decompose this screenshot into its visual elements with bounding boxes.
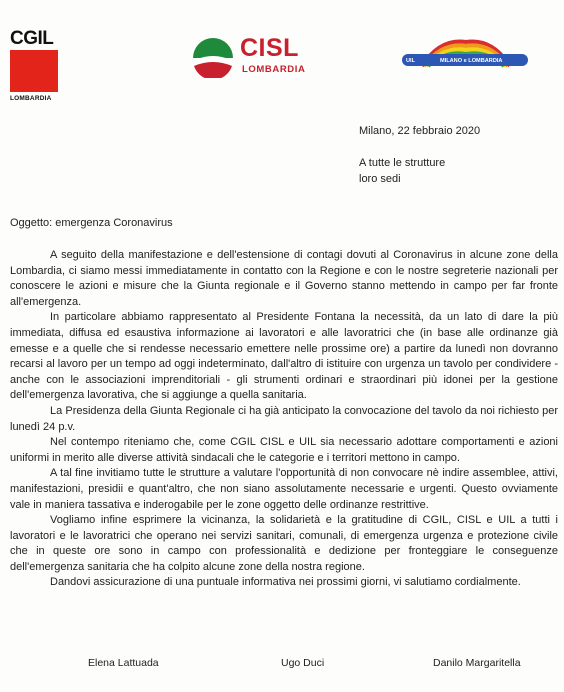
letter-date: Milano, 22 febbraio 2020 <box>359 125 481 137</box>
cgil-logo-red-square <box>10 50 58 92</box>
letter-body <box>10 248 558 591</box>
signatory-cisl: Ugo Duci <box>281 657 325 669</box>
uil-logo <box>400 36 530 80</box>
cisl-logo-name: CISL <box>240 34 299 62</box>
paragraph: In particolare abbiamo rappresentato al Presidente Fontana la necessità, da un lato di dare la più immediata, diffusa ed esaustiva informazione ai lavoratori e alle lavoratrici che (in base alle ordinanze già emesse e a quelle che si rendesse necessario emettere nelle prossime ore) a partire da lunedì non dovranno recarsi al lavoro per un tempo ad oggi indeterminato, dall'altro di istituire con urgenza un tavolo per condividere - anche con le associazioni imprenditoriali - gli strumenti ordinari e straordinari più idonei per la gestione dell'emergenza lavorativa, che si aggiunge a quella sanitaria. <box>10 311 558 402</box>
recipient-line-2: loro sedi <box>359 173 401 185</box>
signatory-uil: Danilo Margaritella <box>433 657 521 669</box>
paragraph: La Presidenza della Giunta Regionale ci ha già anticipato la convocazione del tavolo da noi richiesto per lunedì 24 p.v. <box>10 404 558 433</box>
cgil-logo-name: CGIL <box>10 28 54 49</box>
letter-subject: Oggetto: emergenza Coronavirus <box>10 217 173 229</box>
cisl-logo <box>190 30 330 80</box>
uil-logo-name: UIL <box>406 58 416 64</box>
cisl-globe-icon <box>190 30 236 78</box>
uil-logo-region: MILANO e LOMBARDIA <box>440 58 503 64</box>
paragraph: A tal fine invitiamo tutte le strutture a valutare l'opportunità di non convocare nè indire assemblee, attivi, manifestazioni, presidii e quant'altro, che non siano assolutamente necessarie e urgenti. Questo ovviamente vale in maniera tassativa e inderogabile per le zone oggetto delle ordinanze restrittive. <box>10 467 558 511</box>
cgil-logo <box>10 30 60 102</box>
paragraph: Nel contempo riteniamo che, come CGIL CISL e UIL sia necessario adottare comportamenti e azioni uniformi in merito alle diverse attività sindacali che le categorie e i territori mettono in campo. <box>10 436 558 464</box>
signatory-cgil: Elena Lattuada <box>88 657 159 669</box>
paragraph: A seguito della manifestazione e dell'estensione di contagi dovuti al Coronavirus in alcune zone della Lombardia, ci siamo messi immediatamente in contatto con la Regione e con le nostre segreterie nazionali per conoscere le azioni e misure che la Giunta regionale e il Governo stanno mettendo in campo per far fronte all'emergenza. <box>10 249 558 308</box>
paragraph: Vogliamo infine esprimere la vicinanza, la solidarietà e la gratitudine di CGIL, CISL e UIL a tutti i lavoratori e le lavoratrici che operano nei servizi sanitari, comunali, di emergenza urgenza e protezione civile che in queste ore sono in campo con professionalità e dedizione per fronteggiare le conseguenze dell'emergenza sanitaria che ha colpito alcune zone della nostra regione. <box>10 514 558 573</box>
paragraph: Dandovi assicurazione di una puntuale informativa nei prossimi giorni, vi salutiamo cordialmente. <box>50 576 521 589</box>
recipient-line-1: A tutte le strutture <box>359 157 446 169</box>
cisl-logo-region: LOMBARDIA <box>242 64 306 75</box>
cgil-logo-region: LOMBARDIA <box>10 95 52 102</box>
